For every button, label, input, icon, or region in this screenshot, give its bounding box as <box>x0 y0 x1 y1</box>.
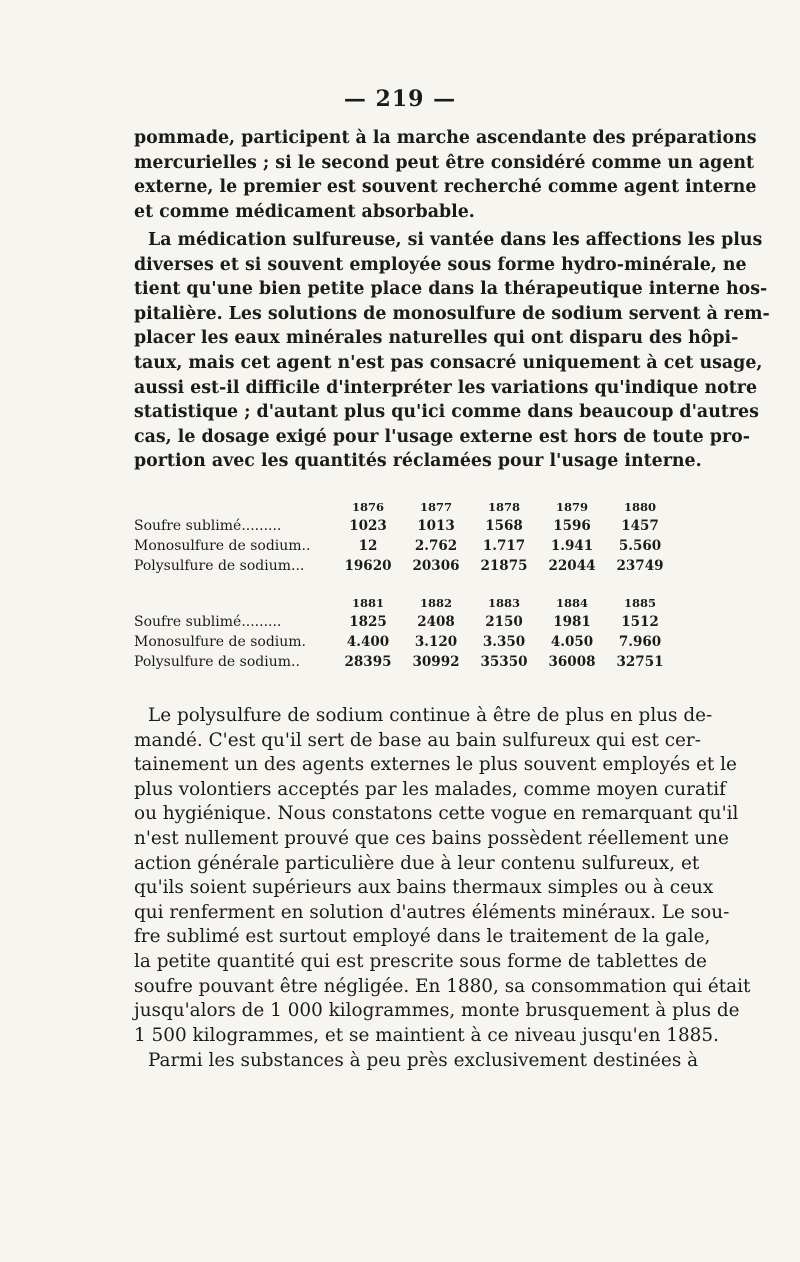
table-cell: 2150 <box>485 614 523 630</box>
table-cell: 21875 <box>480 558 528 574</box>
table-cell: 12 <box>358 538 378 554</box>
text-line: statistique ; d'autant plus qu'ici comme dans beaucoup d'autres <box>134 402 759 423</box>
table-cell: 19620 <box>344 558 392 574</box>
table-row <box>134 614 674 634</box>
text-line: et comme médicament absorbable. <box>134 201 475 222</box>
text-line: pommade, participent à la marche ascendante des préparations <box>134 128 757 148</box>
row-label: Soufre sublimé......... <box>134 614 282 630</box>
text-line: cas, le dosage exigé pour l'usage externe est hors de toute pro- <box>134 426 750 447</box>
table-cell: 1981 <box>553 614 591 630</box>
text-line: Parmi les substances à peu près exclusivement destinées à <box>148 1050 699 1071</box>
year-header: 1877 <box>419 500 452 514</box>
table-cell: 1457 <box>621 518 659 534</box>
year-header: 1876 <box>351 500 384 514</box>
text-line: n'est nullement prouvé que ces bains possèdent réellement une <box>134 827 729 849</box>
text-line: mercurielles ; si le second peut être considéré comme un agent <box>134 152 755 173</box>
table-cell: 3.120 <box>414 634 458 650</box>
table-cell: 4.400 <box>346 634 390 650</box>
table-cell: 1013 <box>417 518 455 534</box>
text-line: Le polysulfure de sodium continue à être de plus en plus de- <box>148 705 713 726</box>
year-header: 1880 <box>623 500 656 514</box>
table-header-row <box>134 596 674 614</box>
text-line: aussi est-il difficile d'interpréter les variations qu'indique notre <box>134 377 758 398</box>
table-cell: 32751 <box>616 654 664 670</box>
text-line: portion avec les quantités réclamées pour l'usage interne. <box>134 451 702 472</box>
text-line: qu'ils soient supérieurs aux bains thermaux simples ou à ceux <box>134 877 714 899</box>
text-line: externe, le premier est souvent recherché comme agent interne <box>134 177 757 198</box>
table-cell: 1825 <box>349 614 387 630</box>
table-cell: 5.560 <box>618 538 662 554</box>
year-header: 1879 <box>555 500 588 514</box>
table-cell: 30992 <box>412 654 460 670</box>
paragraph-3 <box>134 704 751 1048</box>
text-line: soufre pouvant être négligée. En 1880, sa consommation qui était <box>134 975 751 997</box>
table-cell: 4.050 <box>550 634 594 650</box>
paragraph-2 <box>134 228 770 474</box>
text-line: 1 500 kilogrammes, et se maintient à ce niveau jusqu'en 1885. <box>134 1024 719 1046</box>
text-line: fre sublimé est surtout employé dans le traitement de la gale, <box>134 926 711 948</box>
text-line: qui renferment en solution d'autres éléments minéraux. Le sou- <box>134 901 730 923</box>
table-row <box>134 518 674 538</box>
year-header: 1882 <box>419 596 452 610</box>
statistics-table-1876-1880 <box>134 500 674 578</box>
table-cell: 1.941 <box>550 538 594 554</box>
row-label: Monosulfure de sodium.. <box>134 538 311 554</box>
text-line: La médication sulfureuse, si vantée dans les affections les plus <box>148 230 763 250</box>
statistics-table-1881-1885 <box>134 596 674 674</box>
row-label: Monosulfure de sodium. <box>134 634 307 650</box>
text-line: jusqu'alors de 1 000 kilogrammes, monte brusquement à plus de <box>134 1000 740 1022</box>
table-cell: 1512 <box>621 614 659 630</box>
year-header: 1884 <box>555 596 588 610</box>
year-header: 1885 <box>623 596 656 610</box>
text-line: taux, mais cet agent n'est pas consacré uniquement à cet usage, <box>134 352 763 373</box>
year-header: 1878 <box>487 500 520 514</box>
row-label: Soufre sublimé......... <box>134 518 282 534</box>
row-label: Polysulfure de sodium... <box>134 558 305 574</box>
table-cell: 1568 <box>485 518 523 534</box>
text-line: diverses et si souvent employée sous forme hydro-minérale, ne <box>134 254 747 275</box>
row-label: Polysulfure de sodium.. <box>134 654 300 670</box>
text-line: action générale particulière due à leur contenu sulfureux, et <box>134 852 700 874</box>
table-cell: 2.762 <box>414 538 458 554</box>
table-row <box>134 538 674 558</box>
paragraph-1 <box>134 126 757 224</box>
table-cell: 28395 <box>344 654 392 670</box>
year-header: 1881 <box>351 596 384 610</box>
table-cell: 35350 <box>480 654 528 670</box>
table-cell: 23749 <box>616 558 664 574</box>
table-cell: 1.717 <box>482 538 526 554</box>
text-line: ou hygiénique. Nous constatons cette vogue en remarquant qu'il <box>134 803 739 825</box>
page-number: — 219 — <box>343 86 457 112</box>
year-header: 1883 <box>487 596 520 610</box>
table-cell: 22044 <box>548 558 596 574</box>
table-row <box>134 558 674 578</box>
text-line: tainement un des agents externes le plus souvent employés et le <box>134 754 737 776</box>
table-cell: 20306 <box>412 558 460 574</box>
table-header-row <box>134 500 674 518</box>
table-row <box>134 634 674 654</box>
text-line: placer les eaux minérales naturelles qui ont disparu des hôpi- <box>134 328 739 349</box>
table-row <box>134 654 674 674</box>
text-line: mandé. C'est qu'il sert de base au bain sulfureux qui est cer- <box>134 729 701 751</box>
text-line: pitalière. Les solutions de monosulfure de sodium servent à rem- <box>134 303 770 324</box>
text-line: tient qu'une bien petite place dans la thérapeutique interne hos- <box>134 279 768 300</box>
paragraph-4 <box>134 1049 699 1074</box>
text-line: la petite quantité qui est prescrite sous forme de tablettes de <box>134 950 707 972</box>
text-line: plus volontiers acceptés par les malades, comme moyen curatif <box>134 778 726 800</box>
table-cell: 1023 <box>349 518 387 534</box>
table-cell: 3.350 <box>482 634 526 650</box>
table-cell: 36008 <box>548 654 596 670</box>
table-cell: 1596 <box>553 518 591 534</box>
table-cell: 2408 <box>417 614 455 630</box>
table-cell: 7.960 <box>618 634 662 650</box>
